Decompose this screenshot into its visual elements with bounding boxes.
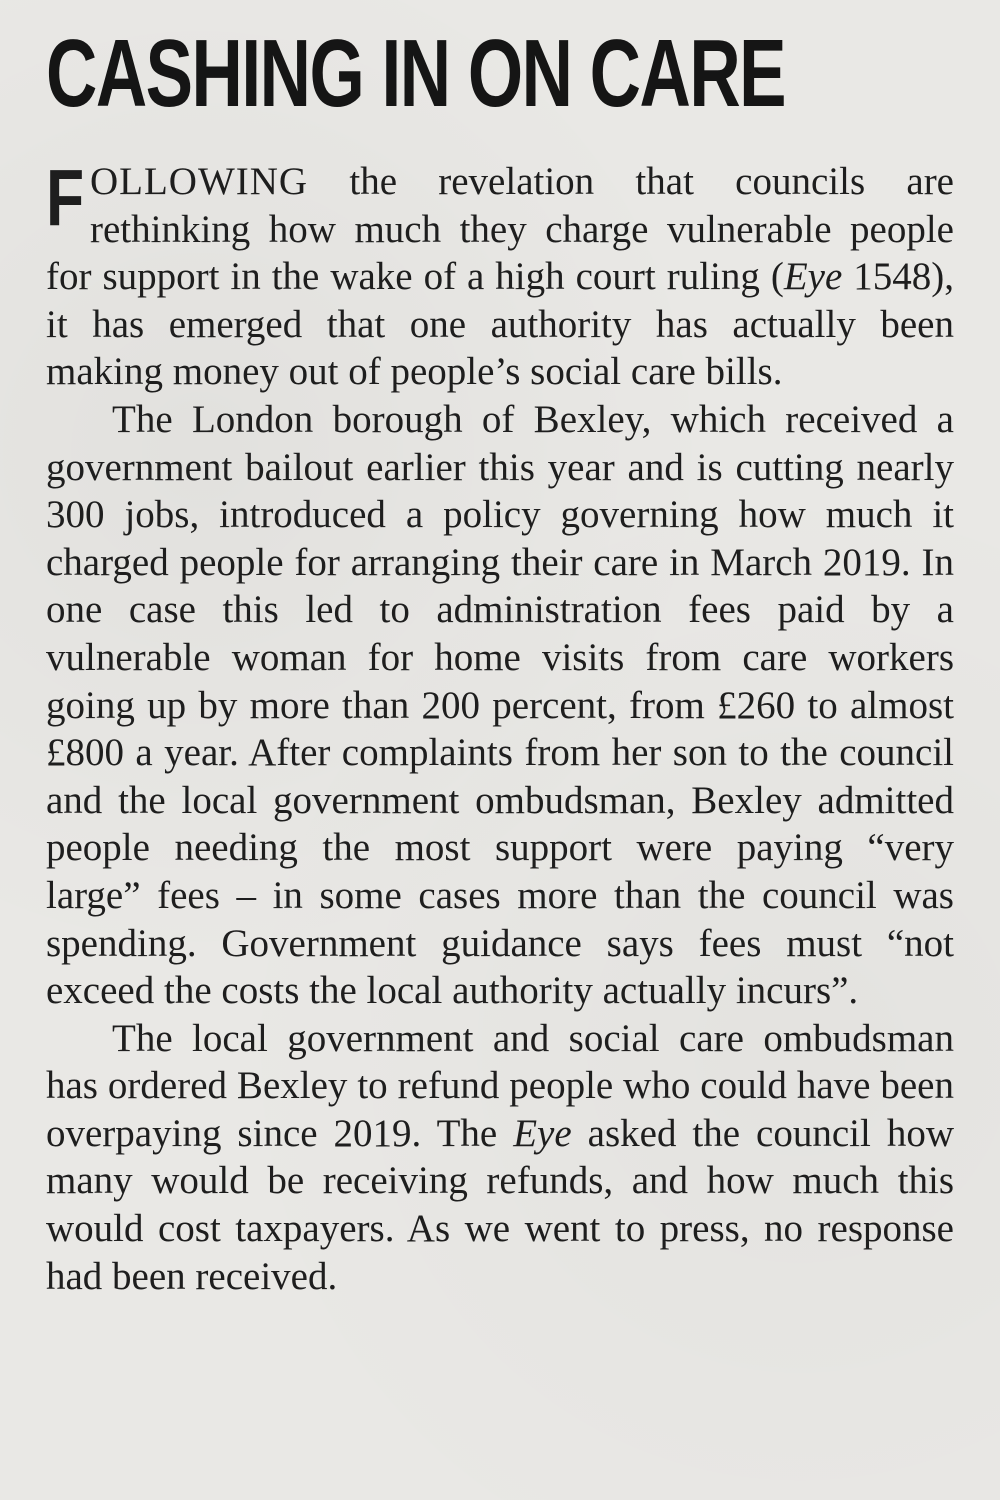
lead-word: OLLOWING <box>90 160 309 203</box>
paragraph-1-text-a: the revelation that councils are rethinking how much they charge vulnerable people for support in the wake of a high court ruling ( <box>46 160 954 299</box>
eye-mention: Eye <box>783 255 843 299</box>
paragraph-3 <box>46 1015 954 1301</box>
paragraph-1-text-b: 1548), it has emerged that one authority has actually been making money out of people’s social care bills. <box>46 255 954 394</box>
eye-mention: Eye <box>513 1111 572 1155</box>
paragraph-3-text-b: asked the council how many would be receiving refunds, and how much this would cost taxpayers. As we went to press, no response had been received. <box>46 1111 954 1298</box>
article-body <box>46 153 954 1300</box>
headline: CASHING IN ON CARE <box>46 20 786 127</box>
paragraph-2: The London borough of Bexley, which received a government bailout earlier this year and is cutting nearly 300 jobs, introduced a policy governing how much it charged people for arranging their care in March 2019. In one case this led to administration fees paid by a vulnerable woman for home visits from care workers going up by more than 200 percent, from £260 to almost £800 a year. After complaints from her son to the council and the local government ombudsman, Bexley admitted people needing the most support were paying “very large” fees – in some cases more than the council was spending. Government guidance says fees must “not exceed the costs the local authority actually incurs”. <box>46 397 954 1013</box>
paragraph-3-text-a: The local government and social care ombudsman has ordered Bexley to refund people who could have been overpaying since 2019. The <box>46 1016 954 1155</box>
drop-cap: F <box>46 153 85 242</box>
paragraph-1 <box>46 153 954 396</box>
article <box>46 14 954 1300</box>
